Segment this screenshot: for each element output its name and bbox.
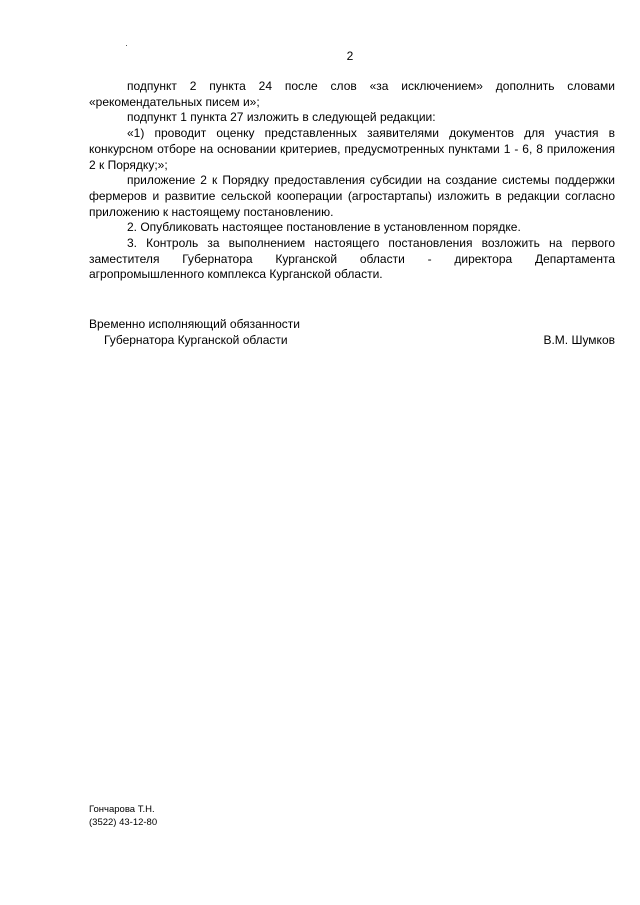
signature-title-line-1: Временно исполняющий обязанности	[89, 317, 300, 331]
paragraph-subpoint-24: подпункт 2 пункта 24 после слов «за исключением» дополнить словами «рекомендательных писем и»;	[89, 79, 615, 109]
paragraph-new-wording: «1) проводит оценку представленных заявителями документов для участия в конкурсном отборе на основании критериев, предусмотренных пунктами 1 - 6, 8 приложения 2 к Порядку;»;	[89, 126, 615, 172]
paragraph-appendix-2: приложение 2 к Порядку предоставления субсидии на создание системы поддержки фермеров и развитие сельской кооперации (агростартапы) изложить в редакции согласно приложению к настоящему постановлению.	[89, 173, 615, 219]
scan-speck	[126, 45, 127, 46]
paragraph-control: 3. Контроль за выполнением настоящего постановления возложить на первого заместителя Губернатора Курганской области - директора Департамента агропромышленного комплекса Курганской области.	[89, 236, 615, 282]
page-number: 2	[346, 49, 354, 63]
paragraph-publish: 2. Опубликовать настоящее постановление в установленном порядке.	[127, 220, 521, 235]
footer-phone: (3522) 43-12-80	[89, 816, 158, 828]
signature-row	[89, 333, 615, 349]
signatory-name: В.М. Шумков	[543, 332, 615, 347]
signature-title-line-2: Губернатора Курганской области	[104, 332, 288, 347]
signature-block	[89, 317, 615, 348]
footer-author: Гончарова Т.Н.	[89, 804, 155, 815]
document-body	[89, 79, 615, 283]
footer-contact	[89, 804, 157, 829]
paragraph-subpoint-27: подпункт 1 пункта 27 изложить в следующей редакции:	[127, 110, 436, 125]
